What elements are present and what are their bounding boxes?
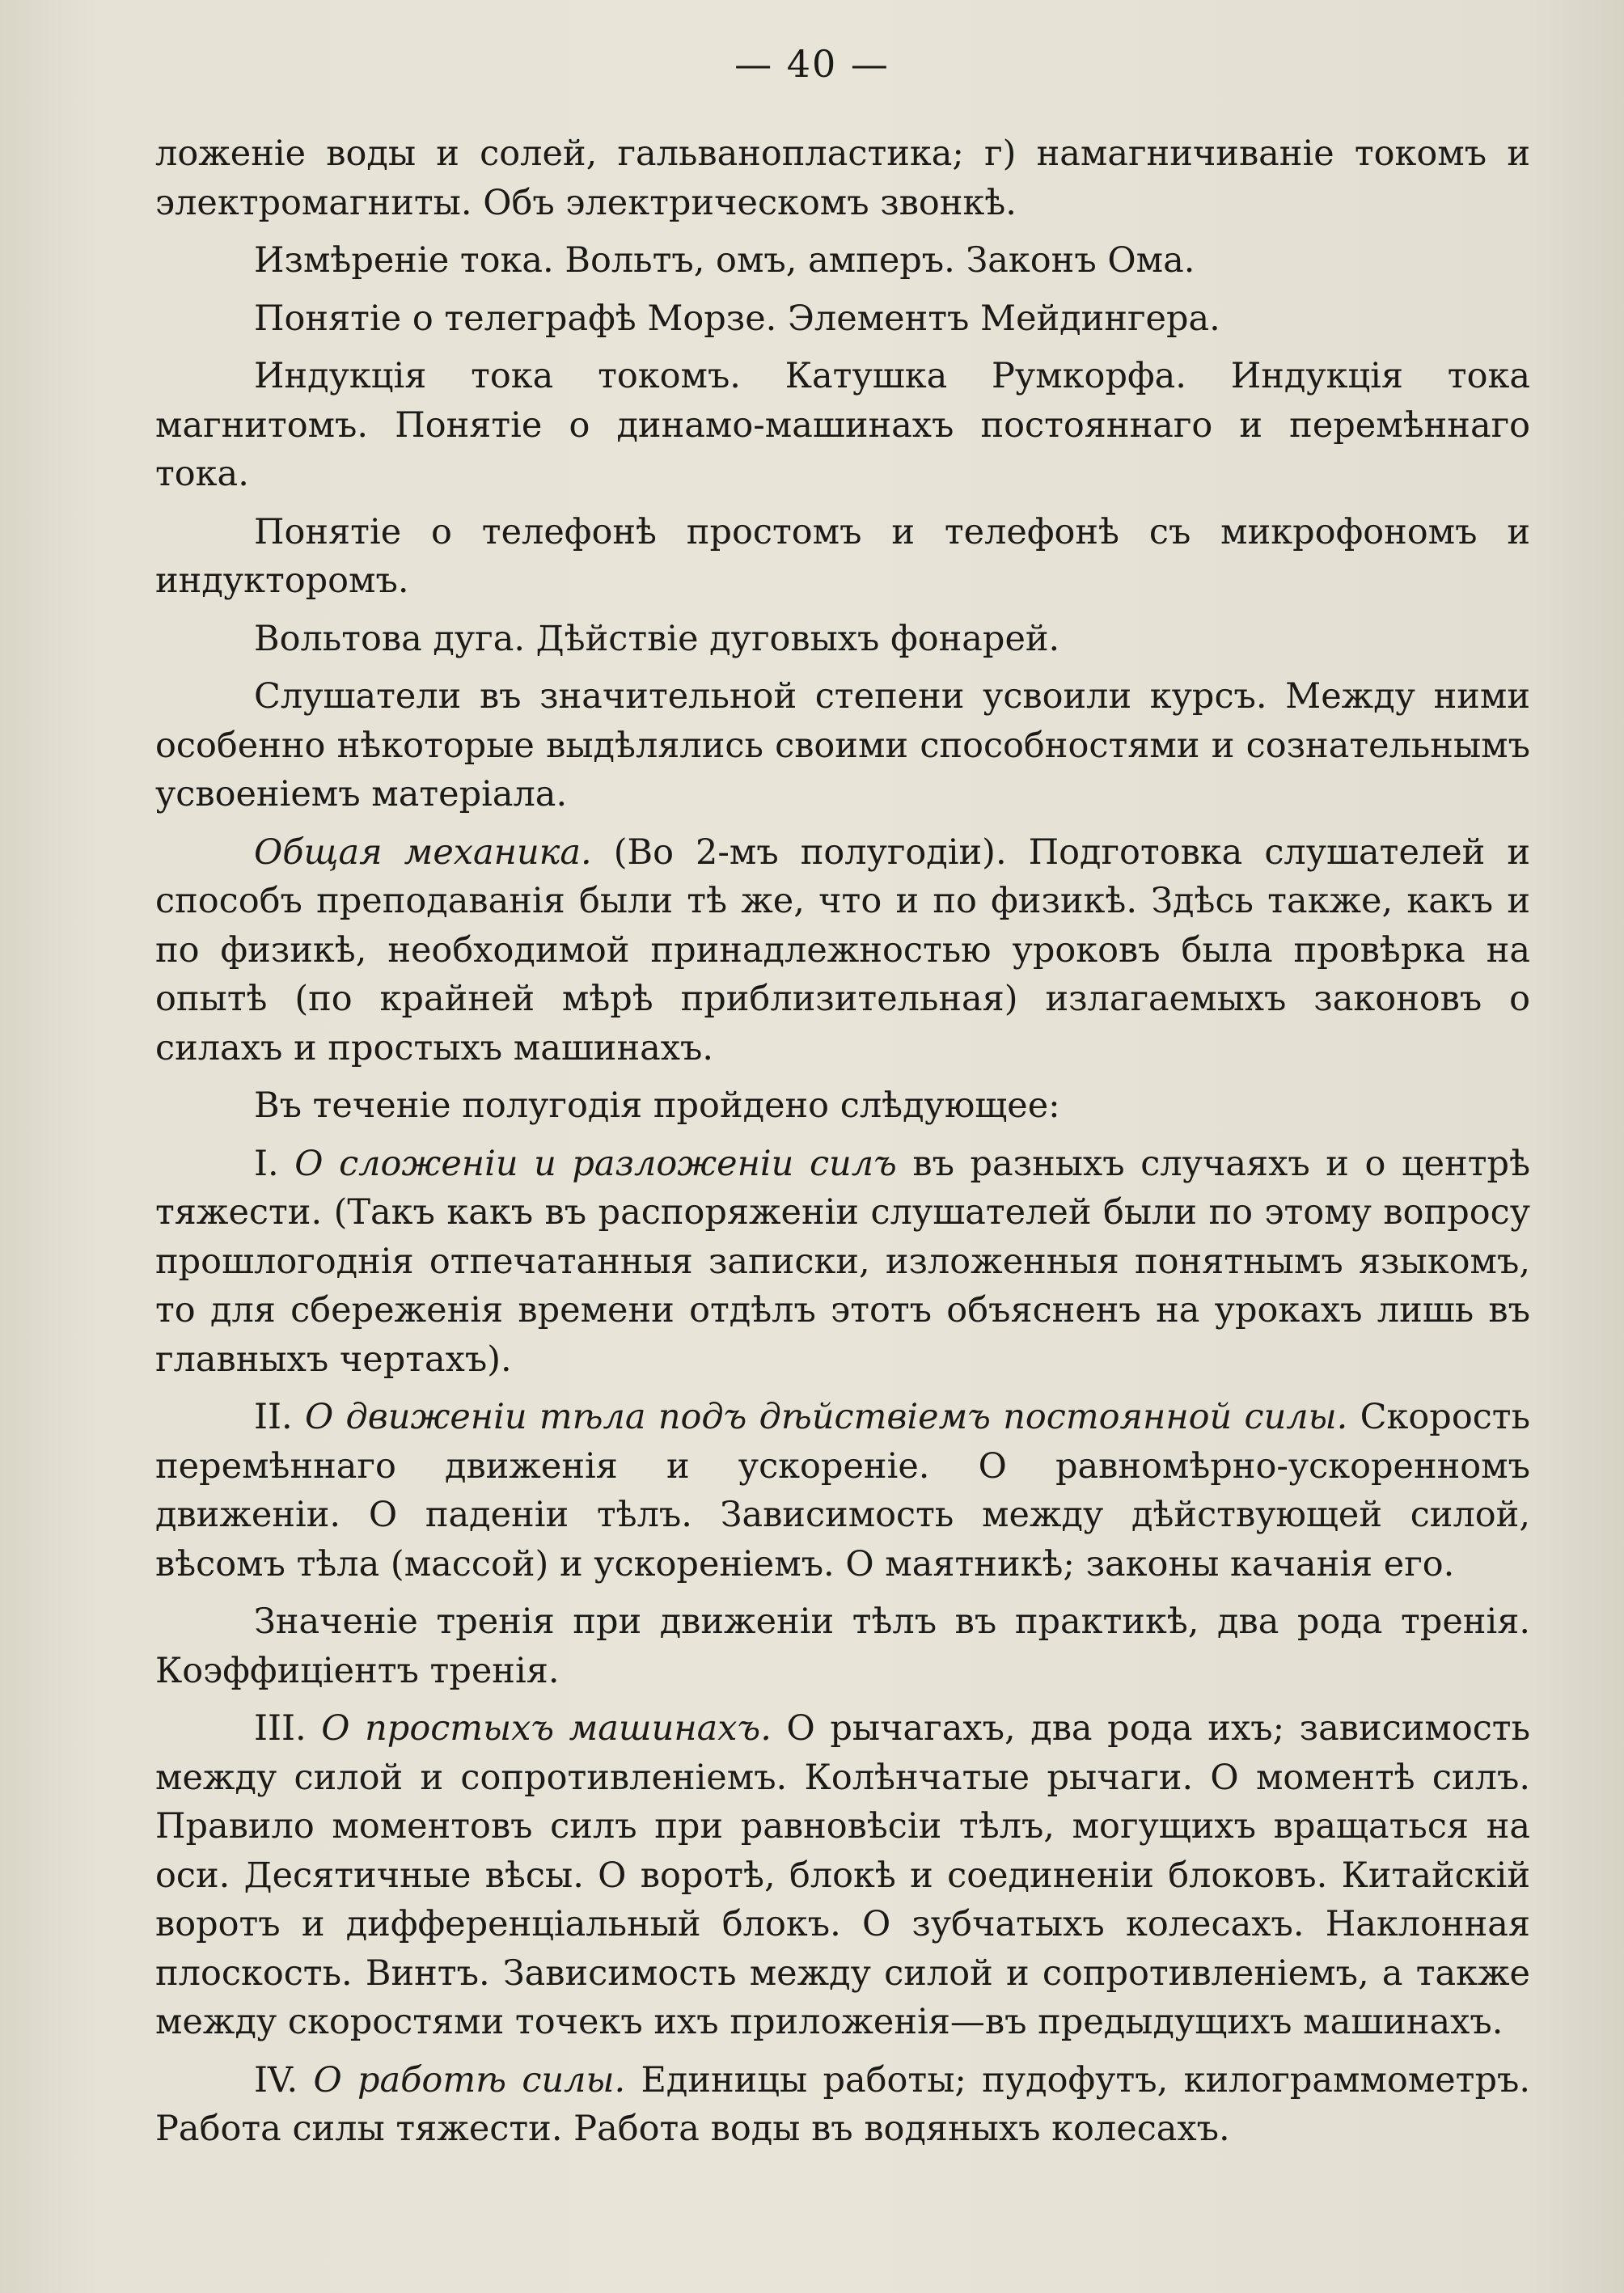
paragraph: Значеніе тренія при движеніи тѣлъ въ практикѣ, два рода тренія. Коэффиціентъ тренія. xyxy=(155,1601,1530,1691)
paragraph: Понятіе о телефонѣ простомъ и телефонѣ съ микрофономъ и индукторомъ. xyxy=(155,511,1530,601)
paragraph: Слушатели въ значительной степени усвоили курсъ. Между ними особенно нѣкоторые выдѣлялись своими способностями и сознательнымъ усвоеніемъ матеріала. xyxy=(155,676,1530,814)
section-heading: О движеніи тѣла подъ дѣйствіемъ постоянной силы. xyxy=(304,1397,1348,1437)
section-paragraph: Общая механика. (Во 2-мъ полугодіи). Подготовка слушателей и способъ преподаванія были тѣ же, что и по физикѣ. Здѣсь также, какъ и по физикѣ, необходимой принадлежностью уроковъ была провѣрка на опытѣ (по крайней мѣрѣ приблизительная) излагаемыхъ законовъ о силахъ и простыхъ машинахъ. xyxy=(155,831,1531,1068)
paragraph: Въ теченіе полугодія пройдено слѣдующее: xyxy=(254,1085,1060,1126)
numbered-paragraph: I. О сложеніи и разложеніи силъ въ разныхъ случаяхъ и о центрѣ тяжести. (Такъ какъ въ распоряженіи слушателей были по этому вопросу прошлогоднія отпечатанныя записки, изложенныя понятнымъ языкомъ, то для сбереженія времени отдѣлъ этотъ объясненъ на урокахъ лишь въ главныхъ чертахъ). xyxy=(155,1143,1531,1380)
section-heading: О сложеніи и разложеніи силъ xyxy=(294,1143,897,1184)
paragraph: Индукція тока токомъ. Катушка Румкорфа. Индукція тока магнитомъ. Понятіе о динамо-машинахъ постояннаго и перемѣннаго тока. xyxy=(155,356,1530,494)
body-text xyxy=(155,129,1530,2163)
numbered-paragraph: II. О движеніи тѣла подъ дѣйствіемъ постоянной силы. Скорость перемѣннаго движенія и ускореніе. О равномѣрно-ускоренномъ движеніи. О паденіи тѣлъ. Зависимость между дѣйствующей силой, вѣсомъ тѣла (массой) и ускореніемъ. О маятникѣ; законы качанія его. xyxy=(155,1397,1531,1584)
numbered-paragraph: III. О простыхъ машинахъ. О рычагахъ, два рода ихъ; зависимость между силой и сопротивленіемъ. Колѣнчатые рычаги. О моментѣ силъ. Правило моментовъ силъ при равновѣсіи тѣлъ, могущихъ вращаться на оси. Десятичные вѣсы. О воротѣ, блокѣ и соединеніи блоковъ. Китайскій воротъ и дифференціальный блокъ. О зубчатыхъ колесахъ. Наклонная плоскость. Винтъ. Зависимость между силой и сопротивленіемъ, а также между скоростями точекъ ихъ приложенія—въ предыдущихъ машинахъ. xyxy=(155,1708,1530,2042)
section-heading: Общая механика. xyxy=(254,831,592,873)
numbered-paragraph: IV. О работѣ силы. Единицы работы; пудофутъ, килограммометръ. Работа силы тяжести. Работа воды въ водяныхъ колесахъ. xyxy=(155,2059,1531,2149)
section-heading: О простыхъ машинахъ. xyxy=(321,1708,772,1749)
page-number: — 40 — xyxy=(734,42,890,86)
section-heading: О работѣ силы. xyxy=(313,2059,626,2101)
paragraph: Понятіе о телеграфѣ Морзе. Элементъ Мейдингера. xyxy=(254,298,1220,339)
paragraph: ложеніе воды и солей, гальванопластика; г) намагничиваніе токомъ и электромагниты. Объ электрическомъ звонкѣ. xyxy=(155,133,1530,223)
paragraph: Измѣреніе тока. Вольтъ, омъ, амперъ. Законъ Ома. xyxy=(254,240,1195,281)
paragraph: Вольтова дуга. Дѣйствіе дуговыхъ фонарей. xyxy=(254,618,1060,659)
